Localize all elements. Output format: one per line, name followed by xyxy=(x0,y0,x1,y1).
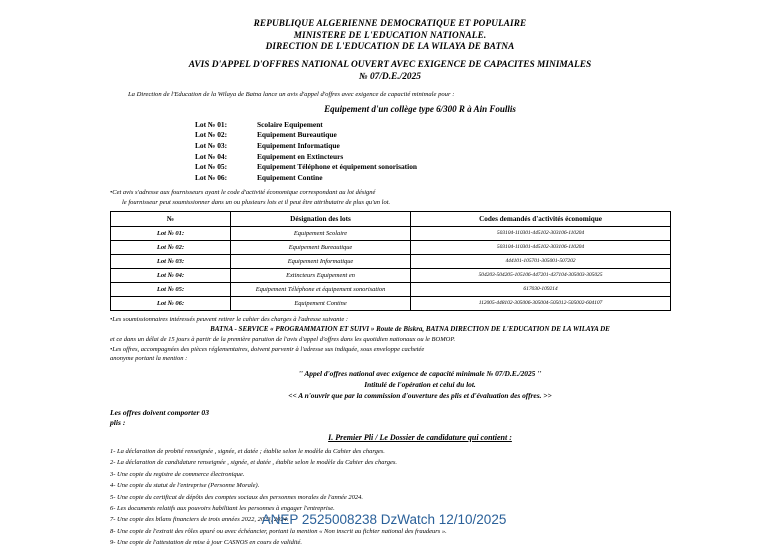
lot-label: Equipement en Extincteurs xyxy=(257,151,344,161)
note-envelope: •Les offres, accompagnées des pièces réglementaires, doivent parvenir à l'adresse sus indiquée, sous enveloppe cachetée xyxy=(110,345,425,353)
list-item: 8- Une copie de l'extrait des rôles apuré ou avec échéancier, portant la mention « Non inscrit au fichier national des fraudeurs ». xyxy=(110,527,447,535)
mention-line-2: Intitulé de l'opération et celui du lot. xyxy=(364,379,476,389)
list-item xyxy=(195,130,670,141)
mention-line-3: << A n'ouvrir que par la commission d'ouverture des plis et d'évaluation des offres. >> xyxy=(288,390,552,400)
offers-heading xyxy=(110,408,670,429)
lot-number: Lot № 05: xyxy=(195,162,228,172)
table-row xyxy=(111,296,671,310)
lot-label: Equipement Bureautique xyxy=(257,130,337,140)
cell-lot-number: Lot № 03: xyxy=(111,254,231,268)
cell-designation: Equipement Scolaire xyxy=(231,226,411,240)
cell-lot-number: Lot № 01: xyxy=(111,226,231,240)
cell-codes: 504203-504205-105106-447201-437104-305003-305025 xyxy=(411,268,671,282)
cell-lot-number: Lot № 04: xyxy=(111,268,231,282)
cell-codes: 617030-109214 xyxy=(411,282,671,296)
note-anonymous: anonyme portant la mention : xyxy=(110,355,188,363)
list-item: 2- La déclaration de candidature renseignée , signée, et datée , établie selon le modèle du Cahier des charges. xyxy=(110,459,398,467)
cell-lot-number: Lot № 05: xyxy=(111,282,231,296)
required-documents-list xyxy=(110,446,670,549)
list-item xyxy=(195,120,670,131)
list-item: 4- Une copie du statut de l'entreprise (Personne Morale). xyxy=(110,482,260,490)
lot-label: Scolaire Equipement xyxy=(257,119,323,129)
lot-label: Equipement Contine xyxy=(257,172,323,182)
lots-list xyxy=(110,120,670,184)
withdraw-address: BATNA - SERVICE « PROGRAMMATION ET SUIVI » Route de Biskra, BATNA DIRECTION DE L'EDUCATION DE LA WILAYA DE xyxy=(210,325,610,334)
document-content xyxy=(110,18,670,549)
lot-number: Lot № 03: xyxy=(195,140,228,150)
list-item: 3- Une copie du registre de commerce électronique. xyxy=(110,470,245,478)
lots-codes-table xyxy=(110,211,671,311)
list-item xyxy=(195,162,670,173)
cell-designation: Equipement Contine xyxy=(231,296,411,310)
cell-codes: 503104-110301-445102-303106-110204 xyxy=(411,240,671,254)
pre-table-notes xyxy=(110,188,670,207)
list-item xyxy=(195,141,670,152)
offers-heading-line-1: Les offres doivent comporter 03 xyxy=(110,407,209,417)
cell-codes: 444101-105701-305001-507202 xyxy=(411,254,671,268)
cell-codes: 112005-448102-305006-305004-505012-505002-604107 xyxy=(411,296,671,310)
cell-designation: Equipement Informatique xyxy=(231,254,411,268)
cell-designation: Extincteurs Equipement en xyxy=(231,268,411,282)
header-line-ministry: MINISTERE DE L'EDUCATION NATIONALE. xyxy=(293,29,487,40)
notice-title: AVIS D'APPEL D'OFFRES NATIONAL OUVERT AVEC EXIGENCE DE CAPACITES MINIMALES xyxy=(188,59,592,70)
cell-lot-number: Lot № 06: xyxy=(111,296,231,310)
lot-number: Lot № 06: xyxy=(195,172,228,182)
column-header-codes: Codes demandés d'activités économique xyxy=(411,211,671,226)
cell-designation: Equipement Bureautique xyxy=(231,240,411,254)
list-item xyxy=(195,173,670,184)
list-item: 9- Une copie de l'attestation de mise à jour CASNOS en cours de validité. xyxy=(110,539,303,547)
mention-line-1: '' Appel d'offres national avec exigence de capacité minimale № 07/D.E./2025 '' xyxy=(298,368,542,378)
lot-number: Lot № 01: xyxy=(195,119,228,129)
offers-heading-line-2: plis : xyxy=(110,418,126,428)
list-item xyxy=(195,152,670,163)
table-row xyxy=(111,282,671,296)
header-line-direction: DIRECTION DE L'EDUCATION DE LA WILAYA DE BATNA xyxy=(265,41,515,52)
column-header-num: № xyxy=(111,211,231,226)
list-item: 7- Une copie des bilans financiers de trois années 2022, 2023, 2024. xyxy=(110,516,289,524)
list-item: 6- Les documents relatifs aux pouvoirs habilitant les personnes à engager l'entreprise. xyxy=(110,504,335,512)
note-activity-code: •Cet avis s'adresse aux fournisseurs ayant le code d'activité économique correspondant au lot désigné xyxy=(110,189,376,197)
table-row xyxy=(111,254,671,268)
table-header-row xyxy=(111,211,671,226)
anep-footer: ANEP 2525008238 DzWatch 12/10/2025 xyxy=(261,512,507,527)
header-line-republic: REPUBLIQUE ALGERIENNE DEMOCRATIQUE ET POPULAIRE xyxy=(253,18,527,28)
lot-number: Lot № 02: xyxy=(195,130,228,140)
note-deadline: et ce dans un délai de 15 jours à partir de la première parution de l'avis d'appel d'offres dans les quotidien nationaux ou le BOMOP. xyxy=(110,336,456,344)
envelope-mention-block xyxy=(110,368,670,401)
notice-number: № 07/D.E./2025 xyxy=(359,71,421,82)
cell-lot-number: Lot № 02: xyxy=(111,240,231,254)
table-row xyxy=(111,268,671,282)
withdrawal-section xyxy=(110,315,670,364)
table-row xyxy=(111,226,671,240)
lot-label: Equipement Téléphone et équipement sonorisation xyxy=(257,162,418,172)
lot-number: Lot № 04: xyxy=(195,151,228,161)
project-title: Equipement d'un collège type 6/300 R à Ain Foullis xyxy=(324,103,516,114)
list-item: 1- La déclaration de probité renseignée , signée, et datée ; établie selon le modèle du Cahier des charges. xyxy=(110,447,385,455)
cell-codes: 503104-110301-445102-303106-110204 xyxy=(411,226,671,240)
note-withdraw: •Les soumissionnaires intéressés peuvent retirer le cahier des charges à l'adresse suivante : xyxy=(110,315,348,323)
list-item: 5- Une copie du certificat de dépôts des comptes sociaux des personnes morales de l'année 2024. xyxy=(110,493,364,501)
first-envelope-title: I. Premier Pli / Le Dossier de candidature qui contient : xyxy=(328,432,512,442)
note-multiple-lots: le fournisseur peut soumissionner dans un ou plusieurs lots et il peut être attributaire de plus qu'un lot. xyxy=(122,198,391,206)
document-header xyxy=(110,18,670,83)
table-row xyxy=(111,240,671,254)
column-header-designation: Désignation des lots xyxy=(231,211,411,226)
intro-text: La Direction de l'Education de la Wilaya de Batna lance un avis d'appel d'offres avec exigence de capacité minimale pour : xyxy=(128,90,455,98)
cell-designation: Equipement Téléphone et équipement sonorisation xyxy=(231,282,411,296)
lot-label: Equipement Informatique xyxy=(257,140,340,150)
